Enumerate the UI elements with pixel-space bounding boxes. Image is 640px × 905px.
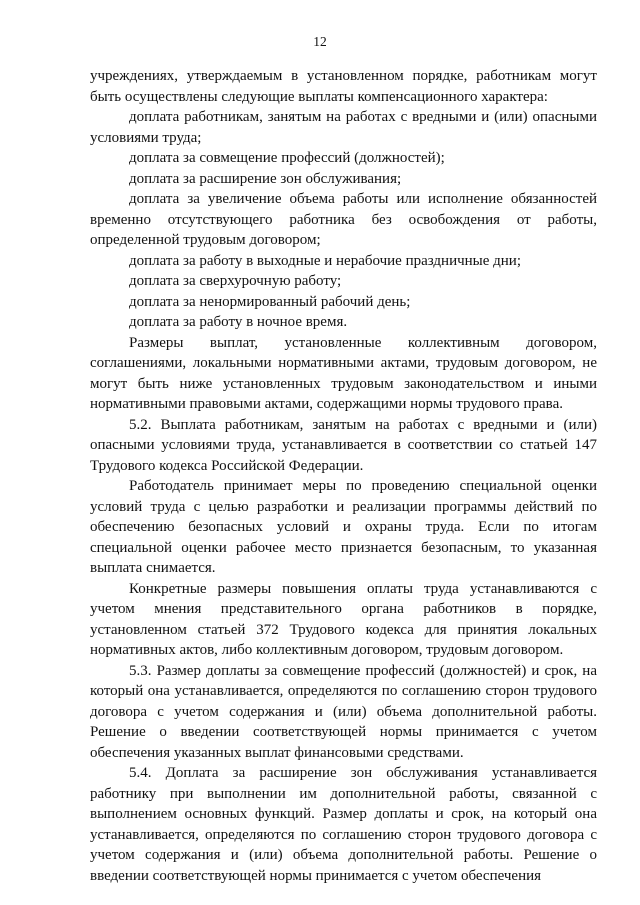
list-item: доплата за работу в ночное время.	[129, 314, 348, 330]
paragraph: Работодатель принимает меры по проведению специальной оценки условий труда с целью разработки и реализации программы действий по обеспечению безопасных условий и охраны труда. Если по итогам специальной оценки рабочее место признается безопасным, то указанная выплата снимается.	[90, 478, 597, 576]
paragraph-section-5-2: 5.2. Выплата работникам, занятым на работах с вредными и (или) опасными условиями труда, устанавливается в соответствии со статьей 147 Трудового кодекса Российской Федерации.	[90, 416, 597, 474]
document-body	[90, 66, 597, 886]
list-item: доплата за расширение зон обслуживания;	[129, 170, 402, 187]
list-item: доплата за сверхурочную работу;	[129, 273, 342, 289]
page-number: 12	[313, 34, 327, 49]
paragraph-section-5-4: 5.4. Доплата за расширение зон обслуживания устанавливается работнику при выполнении им дополнительной работы, связанной с выполнением основных функций. Размер доплаты и срок, на который она устанавливается, определяются по соглашению сторон трудового договора с учетом содержания и (или) объема дополнительной работы. Решение о введении соответствующей нормы принимается с учетом обеспечения	[90, 765, 597, 884]
paragraph-section-5-3: 5.3. Размер доплаты за совмещение профессий (должностей) и срок, на который она устанавливается, определяются по соглашению сторон трудового договора с учетом содержания и (или) объема дополнительной работы. Решение о введении соответствующей нормы принимается с учетом обеспечения указанных выплат финансовыми средствами.	[90, 662, 597, 761]
list-item: доплата за работу в выходные и нерабочие праздничные дни;	[129, 252, 522, 269]
paragraph: Размеры выплат, установленные коллективным договором, соглашениями, локальными нормативными актами, трудовым договором, не могут быть ниже установленных трудовым законодательством и иными нормативными правовыми актами, содержащими нормы трудового права.	[90, 334, 597, 412]
list-item: доплата за совмещение профессий (должностей);	[129, 150, 445, 166]
list-item: доплата работникам, занятым на работах с вредными и (или) опасными условиями труда;	[90, 109, 597, 146]
paragraph: Конкретные размеры повышения оплаты труда устанавливаются с учетом мнения представительного органа работников в порядке, установленном статьей 372 Трудового кодекса для принятия локальных нормативных актов, либо коллективным договором, трудовым договором.	[90, 580, 597, 658]
list-item: доплата за увеличение объема работы или исполнение обязанностей временно отсутствующего работника без освобождения от работы, определенной трудовым договором;	[90, 191, 597, 248]
paragraph-intro: учреждениях, утверждаемым в установленном порядке, работникам могут быть осуществлены следующие выплаты компенсационного характера:	[90, 68, 597, 105]
list-item: доплата за ненормированный рабочий день;	[129, 293, 411, 310]
